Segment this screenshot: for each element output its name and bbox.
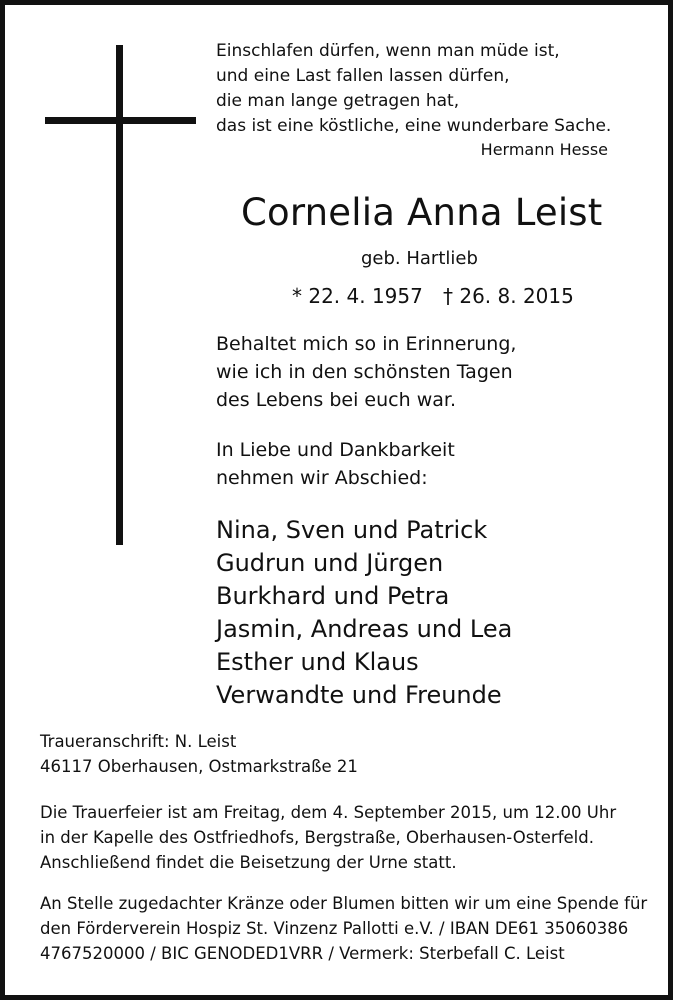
poem-line: Einschlafen dürfen, wenn man müde ist, xyxy=(216,41,560,61)
birth-date: * 22. 4. 1957 xyxy=(292,284,423,308)
mourner-line: Jasmin, Andreas und Lea xyxy=(216,615,513,643)
donation-line: 4767520000 / BIC GENODED1VRR / Vermerk: Sterbefall C. Leist xyxy=(40,944,565,963)
cross-icon-bar xyxy=(45,117,196,124)
farewell-line: nehmen wir Abschied: xyxy=(216,467,428,489)
donation-line: An Stelle zugedachter Kränze oder Blumen bitten wir um eine Spende für xyxy=(40,894,648,913)
death-date: † 26. 8. 2015 xyxy=(443,284,574,308)
address-line: 46117 Oberhausen, Ostmarkstraße 21 xyxy=(40,757,358,776)
mourner-line: Burkhard und Petra xyxy=(216,582,450,610)
quote-line: wie ich in den schönsten Tagen xyxy=(216,361,513,383)
mourner-line: Esther und Klaus xyxy=(216,648,419,676)
poem-author: Hermann Hesse xyxy=(480,140,608,159)
mourner-line: Gudrun und Jürgen xyxy=(216,549,444,577)
quote-line: Behaltet mich so in Erinnerung, xyxy=(216,333,517,355)
poem-line: das ist eine köstliche, eine wunderbare Sache. xyxy=(216,116,612,136)
mourner-line: Nina, Sven und Patrick xyxy=(216,516,488,544)
ceremony-line: Anschließend findet die Beisetzung der Urne statt. xyxy=(40,853,457,872)
mourner-line: Verwandte und Freunde xyxy=(216,681,502,709)
ceremony-line: in der Kapelle des Ostfriedhofs, Bergstraße, Oberhausen-Osterfeld. xyxy=(40,828,594,847)
farewell-line: In Liebe und Dankbarkeit xyxy=(216,439,455,461)
poem-line: und eine Last fallen lassen dürfen, xyxy=(216,66,510,86)
poem-line: die man lange getragen hat, xyxy=(216,91,460,111)
deceased-name: Cornelia Anna Leist xyxy=(241,191,603,234)
donation-line: den Förderverein Hospiz St. Vinzenz Pallotti e.V. / IBAN DE61 35060386 xyxy=(40,919,629,938)
quote-line: des Lebens bei euch war. xyxy=(216,389,456,411)
address-line: Traueranschrift: N. Leist xyxy=(40,732,237,751)
ceremony-line: Die Trauerfeier ist am Freitag, dem 4. September 2015, um 12.00 Uhr xyxy=(40,803,617,822)
maiden-name: geb. Hartlieb xyxy=(361,248,478,269)
